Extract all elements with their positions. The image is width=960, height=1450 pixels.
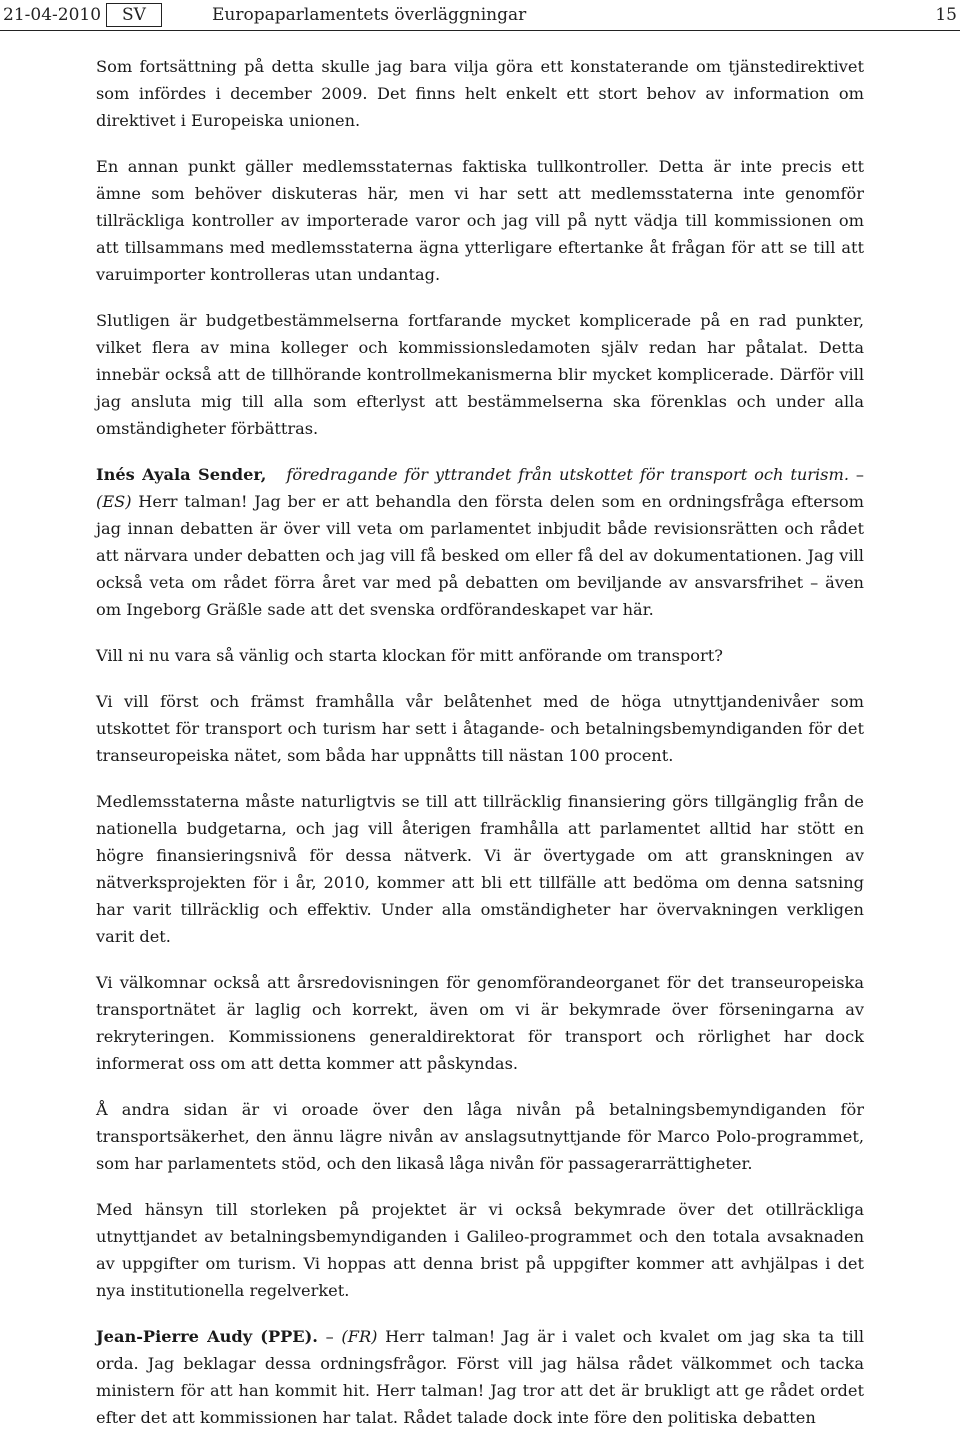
paragraph: Vi vill först och främst framhålla vår belåtenhet med de höga utnyttjandenivåer som utskottet för transport och turism har sett i åtagande- och betalningsbemyndiganden för det transeuropeiska nätet, som båda har uppnåtts till nästan 100 procent. (96, 692, 864, 765)
paragraph: Vill ni nu vara så vänlig och starta klockan för mitt anförande om transport? (96, 646, 723, 665)
speech-language: (ES) (96, 492, 132, 511)
speech-text: Herr talman! Jag är i valet och kvalet om jag ska ta till orda. Jag beklagar dessa ordningsfrågor. Först vill jag hälsa rådet välkommet och tacka ministern för att han kommit hit. Herr talman! Jag tror att det är brukligt att ge rådet ordet efter det att kommissionen har talat. Rådet talade dock inte före den politiska debatten (96, 1327, 864, 1427)
speech-audy (96, 1323, 864, 1431)
paragraph: Som fortsättning på detta skulle jag bara vilja göra ett konstaterande om tjänstedirektivet som infördes i december 2009. Det finns helt enkelt ett stort behov av information om direktivet i Europeiska unionen. (96, 57, 864, 130)
dash: – (848, 465, 864, 484)
document-body (96, 53, 864, 1450)
speaker-name: Inés Ayala Sender, (96, 465, 267, 484)
header-title: Europaparlamentets överläggningar (212, 5, 527, 25)
dash: – (317, 1327, 342, 1346)
paragraph: Medlemsstaterna måste naturligtvis se till att tillräcklig finansiering görs tillgänglig från de nationella budgetarna, och jag vill återigen framhålla att parlamentet alltid har stött en högre finansieringsnivå för dessa nätverk. Vi är övertygade om att granskningen av nätverksprojekten för i år, 2010, kommer att bli ett tillfälle att bedöma om denna satsning har varit tillräcklig och effektiv. Under alla omständigheter har övervakningen verkligen varit det. (96, 792, 864, 946)
language-code-box: SV (106, 3, 162, 27)
speech-language: (FR) (341, 1327, 378, 1346)
paragraph: Vi välkomnar också att årsredovisningen för genomförandeorganet för det transeuropeiska transportnätet är laglig och korrekt, även om vi är bekymrade över förseningarna av rekryteringen. Kommissionens generaldirektorat för transport och rörlighet har dock informerat oss om att detta kommer att påskyndas. (96, 973, 864, 1073)
page-header (0, 0, 960, 31)
speaker-name: Jean-Pierre Audy (PPE). (96, 1327, 318, 1346)
paragraph: Slutligen är budgetbestämmelserna fortfarande mycket komplicerade på en rad punkter, vilket flera av mina kolleger och kommissionsledamoten själv redan har påtalat. Detta innebär också att de tillhörande kontrollmekanismerna blir mycket komplicerade. Därför vill jag ansluta mig till alla som efterlyst att bestämmelserna ska förenklas och under alla omständigheter förbättras. (96, 311, 864, 438)
paragraph: En annan punkt gäller medlemsstaternas faktiska tullkontroller. Detta är inte precis ett ämne som behöver diskuteras här, men vi har sett att medlemsstaterna inte genomför tillräckliga kontroller av importerade varor och jag vill på nytt vädja till kommissionen om att tillsammans med medlemsstaterna ägna ytterligare eftertanke åt frågan för att se till att varuimporter kontrolleras utan undantag. (96, 157, 864, 284)
paragraph: Å andra sidan är vi oroade över den låga nivån på betalningsbemyndiganden för transportsäkerhet, den ännu lägre nivån av anslagsutnyttjande för Marco Polo-programmet, som har parlamentets stöd, och den likaså låga nivån för passagerarrättigheter. (96, 1100, 864, 1173)
paragraph: Med hänsyn till storleken på projektet är vi också bekymrade över det otillräckliga utnyttjandet av betalningsbemyndiganden i Galileo-programmet och den totala avsaknaden av uppgifter om turism. Vi hoppas att denna brist på uppgifter kommer att avhjälpas i det nya institutionella regelverket. (96, 1200, 864, 1300)
speech-text: Herr talman! Jag ber er att behandla den första delen som en ordningsfråga eftersom jag innan debatten är över vill veta om parlamentet inbjudit både revisionsrätten och rådet att närvara under debatten och jag vill få besked om eller få del av dokumentationen. Jag vill också veta om rådet förra året var med på debatten om beviljande av ansvarsfrihet – även om Ingeborg Gräßle sade att det svenska ordförandeskapet var här. (96, 492, 864, 619)
speech-ayala-sender (96, 461, 864, 623)
speaker-role: föredragande för yttrandet från utskottet för transport och turism. (286, 465, 849, 484)
page-number: 15 (935, 5, 957, 25)
header-date: 21-04-2010 (3, 5, 102, 25)
